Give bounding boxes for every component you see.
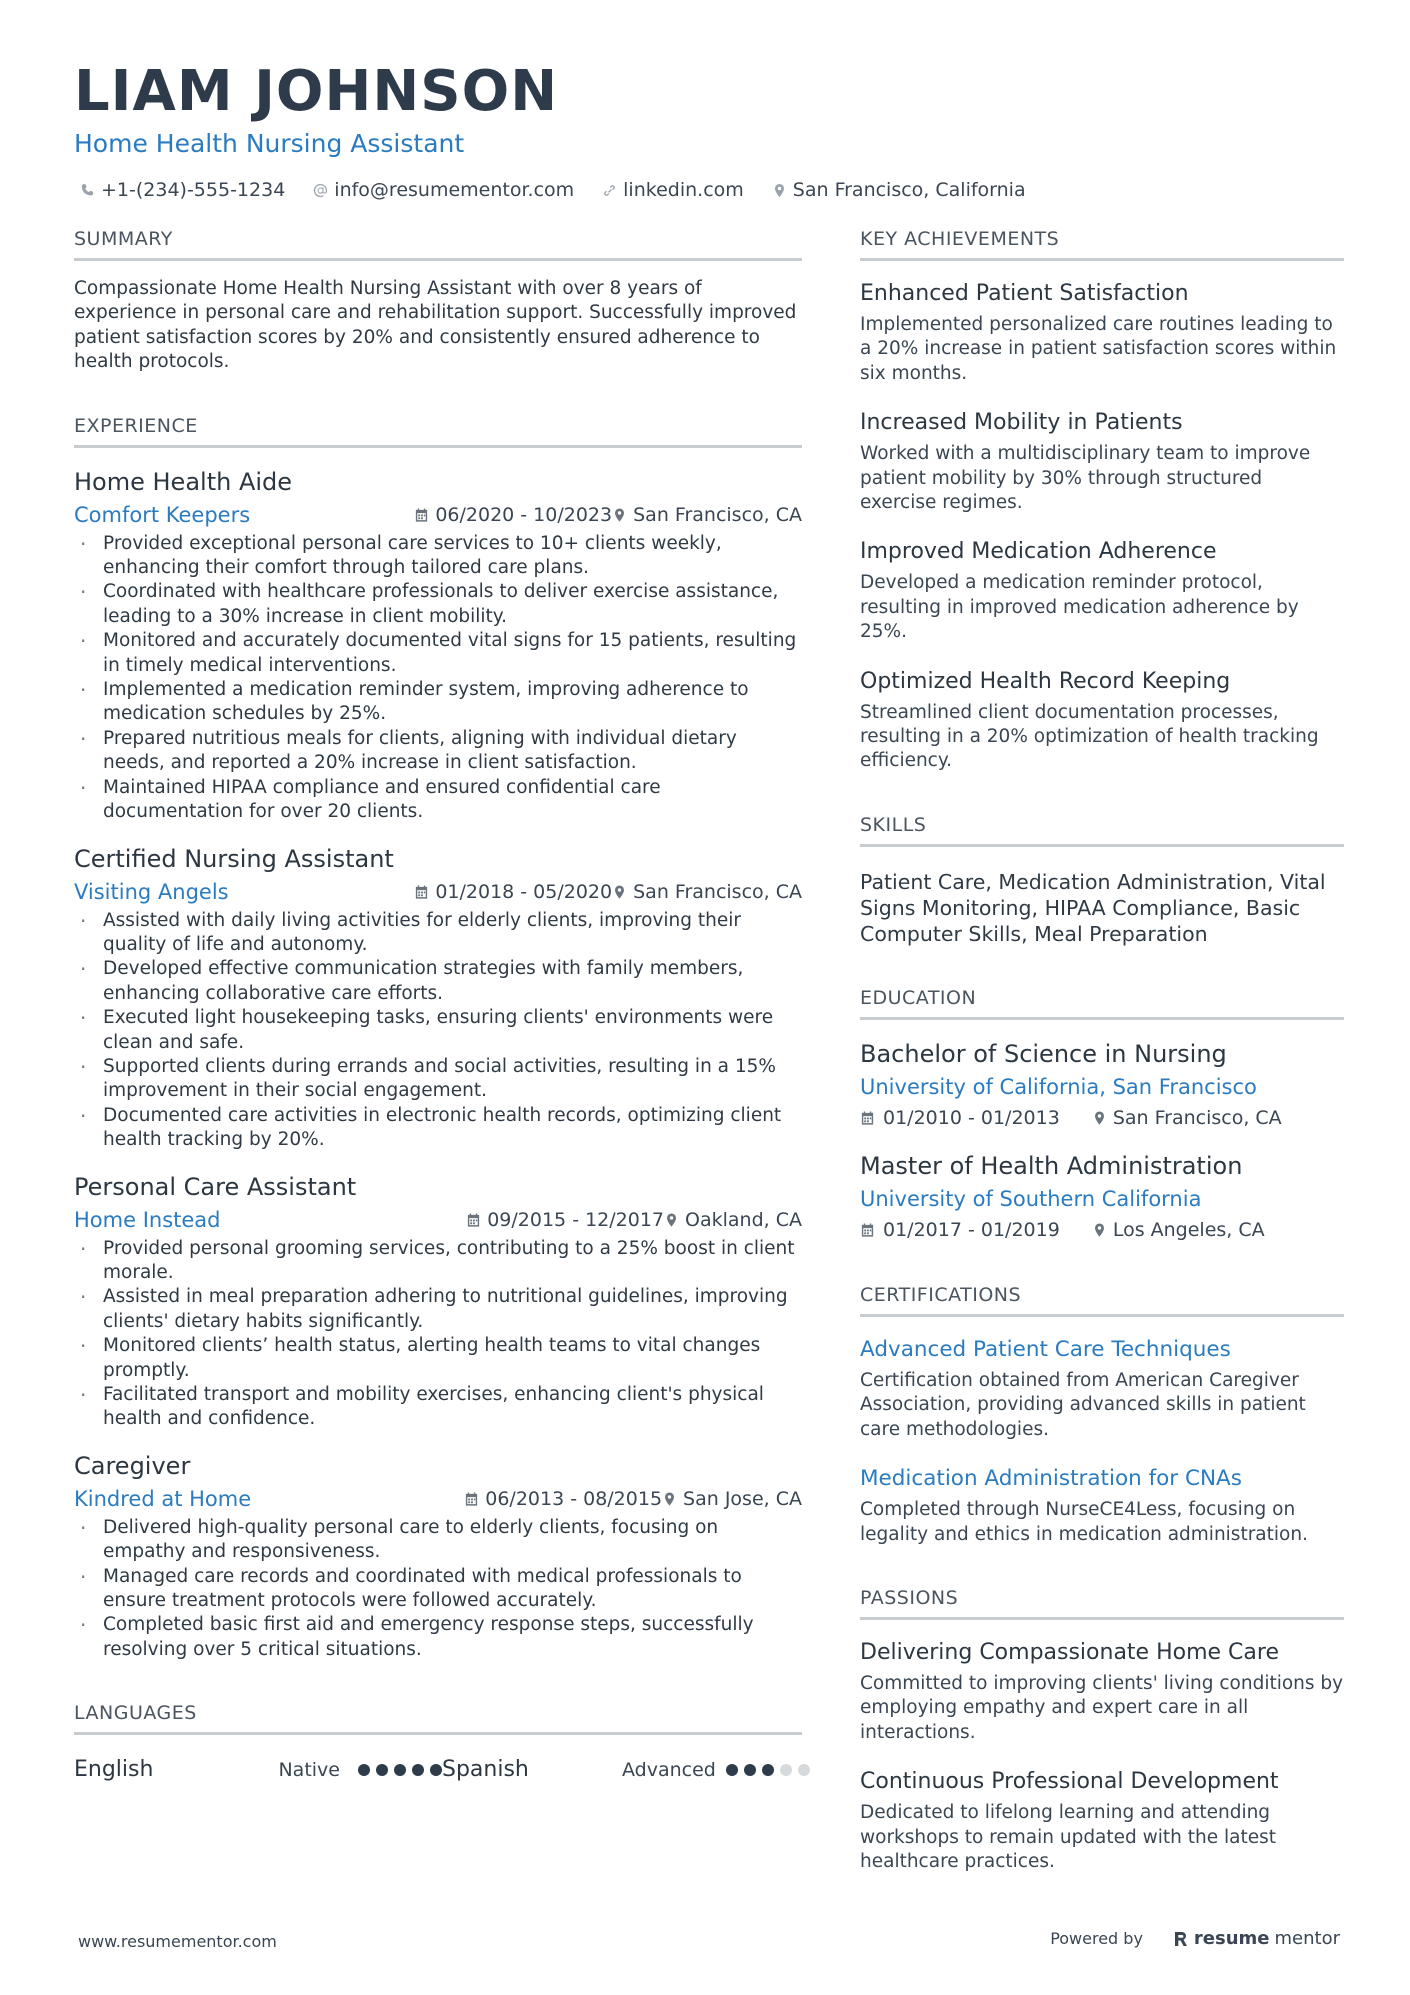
at-icon [313, 183, 328, 198]
job-bullet: · Provided exceptional personal care services to 10+ clients weekly, enhancing their comfort through tailored care plans. [74, 532, 802, 581]
experience-section [74, 413, 802, 1663]
achievement [860, 408, 1344, 515]
skills-text: Patient Care, Medication Administration, Vital Signs Monitoring, HIPAA Compliance, Basic Computer Skills, Meal Preparation [860, 869, 1326, 946]
language-name: English [74, 1757, 154, 1783]
job-entry [74, 1171, 802, 1432]
language-rating [358, 1764, 442, 1776]
section-title-skills: SKILLS [860, 812, 1344, 847]
passion [860, 1767, 1344, 1874]
contact-location [772, 176, 1026, 204]
education-location [1092, 1104, 1282, 1132]
footer-powered [1050, 1928, 1340, 1949]
job-list [74, 466, 802, 1663]
location-text: San Francisco, California [792, 179, 1026, 201]
section-title-education: EDUCATION [860, 985, 1344, 1020]
language-list [74, 1757, 802, 1782]
brand-name-light: mentor [1274, 1928, 1340, 1949]
contact-bar [74, 176, 1344, 204]
achievement [860, 667, 1344, 774]
section-title-experience: EXPERIENCE [74, 413, 802, 448]
job-dates [414, 500, 612, 530]
rating-dot [780, 1764, 792, 1776]
job-bullet: · Maintained HIPAA compliance and ensured confidential care documentation for over 20 clients. [74, 776, 802, 825]
language-item [74, 1757, 442, 1782]
job-bullet: · Prepared nutritious meals for clients, aligning with individual dietary needs, and reported a 20% increase in client satisfaction. [74, 727, 802, 776]
achievements-section [860, 226, 1344, 774]
phone-icon [80, 183, 95, 198]
rating-dot [358, 1764, 370, 1776]
job-dates-text: 01/2018 - 05/2020 [435, 880, 613, 903]
map-pin-icon [664, 1212, 679, 1228]
contact-phone[interactable] [80, 176, 285, 204]
job-bullets [74, 909, 802, 1153]
job-bullet: · Documented care activities in electronic health records, optimizing client health tracking by 20%. [74, 1104, 802, 1153]
job-bullets [74, 532, 802, 825]
job-bullet: · Executed light housekeeping tasks, ensuring clients' environments were clean and safe. [74, 1006, 802, 1055]
job-location [612, 877, 802, 907]
job-bullet: · Coordinated with healthcare professionals to deliver exercise assistance, leading to a 30% increase in client mobility. [74, 580, 802, 629]
certification [860, 1464, 1344, 1547]
job-subheader [74, 1484, 802, 1514]
education-school: University of California, San Francisco [860, 1074, 1257, 1099]
achievement [860, 537, 1344, 644]
job-subheader [74, 877, 802, 907]
job-location [662, 1484, 802, 1514]
job-dates [464, 1484, 662, 1514]
job-company: Visiting Angels [74, 879, 229, 904]
phone-text: +1-(234)-555-1234 [101, 179, 286, 201]
certification-list [860, 1335, 1344, 1547]
rating-dot [762, 1764, 774, 1776]
contact-email[interactable] [313, 176, 574, 204]
rating-dot [412, 1764, 424, 1776]
achievement [860, 279, 1344, 386]
education-dates: 01/2010 - 01/2013 [883, 1106, 1060, 1129]
achievement-desc: Worked with a multidisciplinary team to improve patient mobility by 30% through structured exercise regimes. [860, 443, 1311, 514]
education-degree: Bachelor of Science in Nursing [860, 1039, 1227, 1068]
rating-dot [798, 1764, 810, 1776]
job-subheader [74, 500, 802, 530]
job-bullet: · Assisted with daily living activities for elderly clients, improving their quality of life and autonomy. [74, 909, 802, 958]
job-entry [74, 843, 802, 1153]
job-location-text: San Francisco, CA [633, 880, 802, 903]
map-pin-icon [612, 884, 627, 900]
rating-dot [726, 1764, 738, 1776]
powered-by-text: Powered by [1050, 1929, 1143, 1948]
calendar-icon [860, 1110, 875, 1126]
map-pin-icon [1092, 1222, 1107, 1238]
job-entry [74, 1450, 802, 1662]
passions-section [860, 1585, 1344, 1874]
education-section [860, 985, 1344, 1244]
job-company: Home Instead [74, 1207, 221, 1232]
achievement-title: Improved Medication Adherence [860, 539, 1217, 565]
education-degree: Master of Health Administration [860, 1151, 1243, 1180]
section-title-certifications: CERTIFICATIONS [860, 1282, 1344, 1317]
section-title-achievements: KEY ACHIEVEMENTS [860, 226, 1344, 261]
job-bullet: · Facilitated transport and mobility exercises, enhancing client's physical health and confidence. [74, 1383, 802, 1432]
language-item [442, 1757, 810, 1782]
achievement-desc: Streamlined client documentation processes, resulting in a 20% optimization of health tracking efficiency. [860, 701, 1319, 772]
candidate-name: LIAM JOHNSON [74, 59, 559, 124]
section-title-summary: SUMMARY [74, 226, 802, 261]
job-location [612, 500, 802, 530]
education-location-text: San Francisco, CA [1112, 1106, 1282, 1129]
rating-dot [394, 1764, 406, 1776]
job-company: Kindred at Home [74, 1486, 252, 1511]
map-pin-icon [1092, 1110, 1107, 1126]
linkedin-text: linkedin.com [623, 179, 744, 201]
footer-website[interactable]: www.resumementor.com [78, 1932, 277, 1951]
rating-dot [376, 1764, 388, 1776]
candidate-role: Home Health Nursing Assistant [74, 129, 465, 158]
achievement-title: Enhanced Patient Satisfaction [860, 281, 1189, 306]
calendar-icon [466, 1212, 481, 1228]
achievement-title: Optimized Health Record Keeping [860, 668, 1231, 694]
brand-logo[interactable] [1173, 1928, 1340, 1949]
job-location-text: San Francisco, CA [633, 503, 802, 526]
job-bullet: · Developed effective communication strategies with family members, enhancing collaborative care efforts. [74, 957, 802, 1006]
certifications-section [860, 1282, 1344, 1547]
left-column [74, 226, 802, 1820]
certification-title: Advanced Patient Care Techniques [860, 1336, 1231, 1362]
section-title-passions: PASSIONS [860, 1585, 1344, 1620]
education-dates: 01/2017 - 01/2019 [883, 1218, 1060, 1241]
job-company: Comfort Keepers [74, 502, 251, 527]
education-entry [860, 1038, 1344, 1132]
skills-section [860, 812, 1344, 947]
language-name: Spanish [442, 1757, 529, 1783]
job-title: Caregiver [74, 1451, 191, 1480]
brand-name-bold: resume [1193, 1928, 1270, 1949]
job-title: Personal Care Assistant [74, 1172, 357, 1201]
certification-desc: Certification obtained from American Caregiver Association, providing advanced skills in patient care methodologies. [860, 1369, 1306, 1440]
passion-desc: Dedicated to lifelong learning and attending workshops to remain updated with the latest healthcare practices. [860, 1802, 1277, 1872]
education-meta [860, 1216, 1344, 1244]
language-level: Advanced [622, 1758, 716, 1781]
passion-list [860, 1638, 1344, 1874]
map-pin-icon [662, 1491, 677, 1507]
link-icon [602, 183, 617, 198]
job-bullet: · Provided personal grooming services, contributing to a 25% boost in client morale. [74, 1237, 802, 1286]
job-subheader [74, 1205, 802, 1235]
achievement-desc: Implemented personalized care routines leading to a 20% increase in patient satisfaction scores within six months. [860, 314, 1337, 384]
summary-text: Compassionate Home Health Nursing Assistant with over 8 years of experience in personal care and rehabilitation support. Successfully improved patient satisfaction scores by 20% and consistently ensured adherence to health protocols. [74, 278, 797, 373]
job-bullet: · Monitored and accurately documented vital signs for 15 patients, resulting in timely medical interventions. [74, 629, 802, 678]
education-location [1092, 1216, 1265, 1244]
job-dates [466, 1205, 664, 1235]
job-title: Home Health Aide [74, 467, 293, 496]
certification-desc: Completed through NurseCE4Less, focusing on legality and ethics in medication administration. [860, 1499, 1308, 1545]
calendar-icon [464, 1491, 479, 1507]
passion [860, 1638, 1344, 1745]
achievement-list [860, 279, 1344, 774]
rating-dot [430, 1764, 442, 1776]
job-title: Certified Nursing Assistant [74, 844, 394, 873]
rating-dot [744, 1764, 756, 1776]
calendar-icon [860, 1222, 875, 1238]
map-pin-icon [772, 183, 787, 198]
job-dates-text: 06/2013 - 08/2015 [485, 1487, 663, 1510]
job-bullets [74, 1516, 802, 1662]
passion-title: Delivering Compassionate Home Care [860, 1639, 1279, 1665]
job-bullet: · Supported clients during errands and social activities, resulting in a 15% improvement in their social engagement. [74, 1055, 802, 1104]
job-bullets [74, 1237, 802, 1432]
right-column [860, 226, 1344, 1912]
job-dates [414, 877, 612, 907]
job-entry [74, 466, 802, 825]
job-dates-text: 06/2020 - 10/2023 [435, 503, 613, 526]
education-location-text: Los Angeles, CA [1112, 1218, 1265, 1241]
job-bullet: · Monitored clients’ health status, alerting health teams to vital changes promptly. [74, 1334, 802, 1383]
contact-linkedin[interactable] [602, 176, 744, 204]
language-level: Native [278, 1758, 340, 1781]
education-school: University of Southern California [860, 1186, 1202, 1211]
achievement-title: Increased Mobility in Patients [860, 410, 1183, 436]
job-bullet: · Assisted in meal preparation adhering to nutritional guidelines, improving clients' dietary habits significantly. [74, 1285, 802, 1334]
achievement-desc: Developed a medication reminder protocol, resulting in improved medication adherence by 25%. [860, 572, 1299, 643]
job-location-text: Oakland, CA [685, 1208, 802, 1231]
education-list [860, 1038, 1344, 1244]
summary-section [74, 226, 802, 375]
section-title-languages: LANGUAGES [74, 1700, 802, 1735]
job-dates-text: 09/2015 - 12/2017 [487, 1208, 665, 1231]
education-entry [860, 1150, 1344, 1244]
job-location-text: San Jose, CA [683, 1487, 802, 1510]
calendar-icon [414, 884, 429, 900]
job-bullet: · Managed care records and coordinated with medical professionals to ensure treatment protocols were followed accurately. [74, 1565, 802, 1614]
resume-header [74, 58, 1344, 204]
education-meta [860, 1104, 1344, 1132]
email-text: info@resumementor.com [334, 179, 575, 201]
job-bullet: · Implemented a medication reminder system, improving adherence to medication schedules by 25%. [74, 678, 802, 727]
languages-section [74, 1700, 802, 1782]
language-rating [726, 1764, 810, 1776]
certification [860, 1335, 1344, 1442]
job-bullet: · Completed basic first aid and emergency response steps, successfully resolving over 5 critical situations. [74, 1613, 802, 1662]
job-location [664, 1205, 802, 1235]
job-bullet: · Delivered high-quality personal care to elderly clients, focusing on empathy and responsiveness. [74, 1516, 802, 1565]
brand-logo-icon [1173, 1930, 1189, 1948]
map-pin-icon [612, 507, 627, 523]
passion-title: Continuous Professional Development [860, 1769, 1279, 1795]
calendar-icon [414, 507, 429, 523]
passion-desc: Committed to improving clients' living conditions by employing empathy and expert care in all interactions. [860, 1672, 1344, 1743]
certification-title: Medication Administration for CNAs [860, 1466, 1242, 1492]
